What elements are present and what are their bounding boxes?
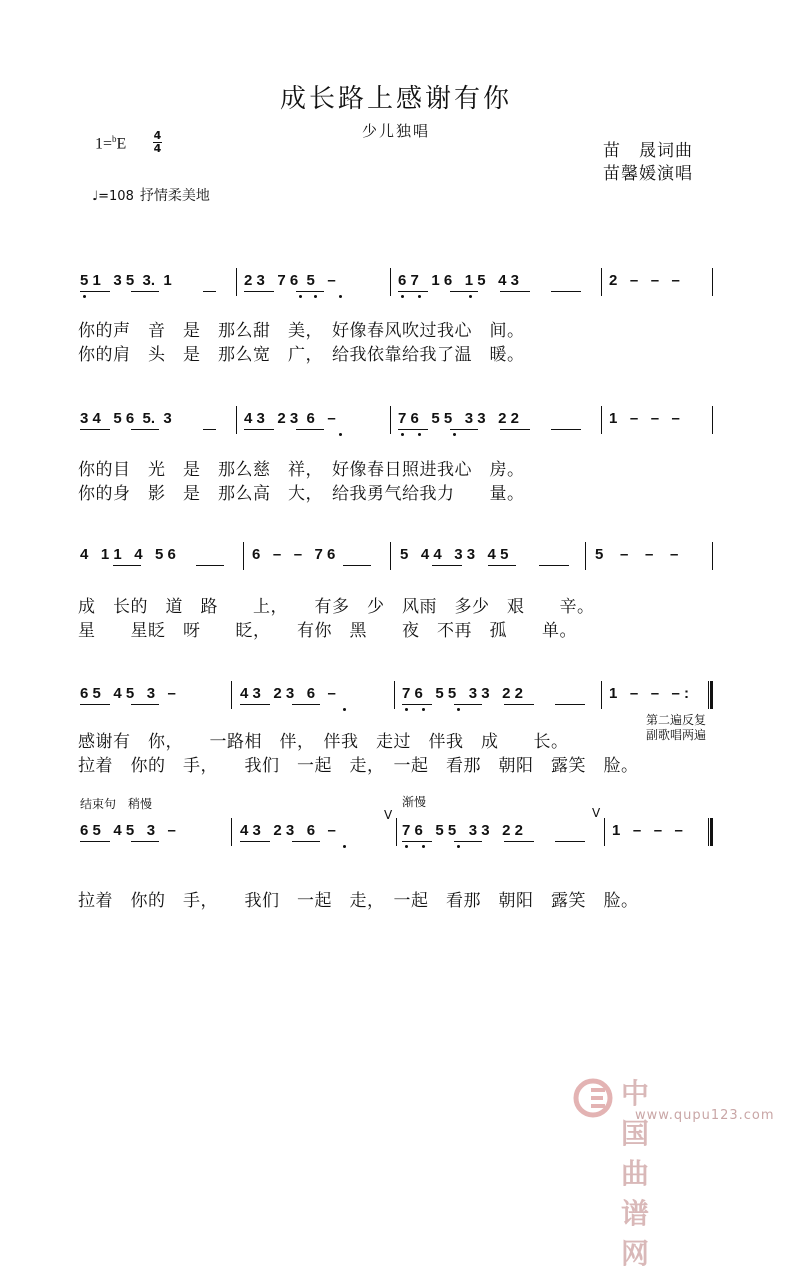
line3-lyric-verse2: 星 星眨 呀 眨， 有你 黑 夜 不再 孤 单。	[78, 621, 577, 641]
line2-lyric-verse1: 你的目 光 是 那么慈 祥， 好像春日照进我心 房。	[78, 460, 525, 480]
key-signature	[95, 134, 126, 153]
ending-annotation: 结束句 稍慢	[80, 797, 153, 811]
watermark-logo-icon	[573, 1078, 613, 1118]
ritardando-annotation: 渐慢	[402, 795, 427, 809]
time-top: 4	[153, 129, 162, 142]
line3-measure4: 5 – – –	[595, 546, 679, 563]
line1-measure3: 6 7 1 6 1 5 4 3	[398, 272, 519, 289]
song-subtitle: 少儿独唱	[361, 122, 430, 140]
line2-lyric-verse2: 你的身 影 是 那么高 大， 给我勇气给我力 量。	[78, 484, 525, 504]
composer-credit: 苗 晟词曲	[603, 141, 693, 161]
singer-credit: 苗馨媛演唱	[603, 164, 693, 184]
line3-measure1: 4 1 1 4 5 6	[80, 546, 176, 563]
breath-mark-1: V	[384, 808, 393, 822]
line4-lyric-verse2: 拉着 你的 手， 我们 一起 走， 一起 看那 朝阳 露笑 脸。	[78, 756, 639, 776]
line5-measure1: 6 5 4 5 3 –	[80, 822, 176, 839]
line4-measure3: 7 6 5 5 3 3 2 2	[402, 685, 523, 702]
line1-measure1: 5 1 3 5 3. 1	[80, 272, 172, 289]
credits	[603, 140, 693, 186]
line1-lyric-verse2: 你的肩 头 是 那么宽 广， 给我依靠给我了温 暖。	[78, 345, 525, 365]
line4-measure2: 4 3 2 3 6 –	[240, 685, 336, 702]
line5-measure4: 1 – – –	[612, 822, 683, 839]
line4-lyric-verse1: 感谢有 你， 一路相 伴， 伴我 走过 伴我 成 长。	[78, 732, 569, 752]
watermark-text: 中国曲谱网	[621, 1077, 652, 1270]
line5-measure3: 7 6 5 5 3 3 2 2	[402, 822, 523, 839]
line5-measure2: 4 3 2 3 6 –	[240, 822, 336, 839]
line1-measure4: 2 – – –	[609, 272, 680, 289]
tempo-marking	[92, 185, 210, 205]
time-bottom: 4	[153, 142, 162, 155]
line2-measure1: 3 4 5 6 5. 3	[80, 410, 172, 427]
time-signature	[153, 130, 162, 155]
line1-lyric-verse1: 你的声 音 是 那么甜 美， 好像春风吹过我心 间。	[78, 321, 525, 341]
line3-lyric-verse1: 成 长的 道 路 上， 有多 少 风雨 多少 艰 辛。	[78, 597, 595, 617]
key-flat: b	[112, 134, 117, 144]
key-label: 1=	[95, 135, 113, 153]
watermark-url: www.qupu123.com	[635, 1108, 775, 1123]
line2-measure2: 4 3 2 3 6 –	[244, 410, 336, 427]
key-note: E	[116, 135, 127, 153]
line4-measure4: 1 – – – :	[609, 685, 690, 702]
repeat-note-1: 第二遍反复	[646, 713, 707, 727]
line3-measure2: 6 – – 7 6	[252, 546, 336, 563]
tempo-value: ♩=108	[92, 189, 134, 204]
line2-measure4: 1 – – –	[609, 410, 680, 427]
breath-mark-2: V	[592, 806, 601, 820]
line2-measure3: 7 6 5 5 3 3 2 2	[398, 410, 519, 427]
song-title: 成长路上感谢有你	[279, 84, 512, 114]
line4-measure1: 6 5 4 5 3 –	[80, 685, 176, 702]
expression-text: 抒情柔美地	[139, 188, 210, 204]
repeat-note-2: 副歌唱两遍	[646, 728, 707, 742]
line3-measure3: 5 4 4 3 3 4 5	[400, 546, 509, 563]
line1-measure2: 2 3 7 6 5 –	[244, 272, 336, 289]
line5-lyric: 拉着 你的 手， 我们 一起 走， 一起 看那 朝阳 露笑 脸。	[78, 891, 639, 911]
